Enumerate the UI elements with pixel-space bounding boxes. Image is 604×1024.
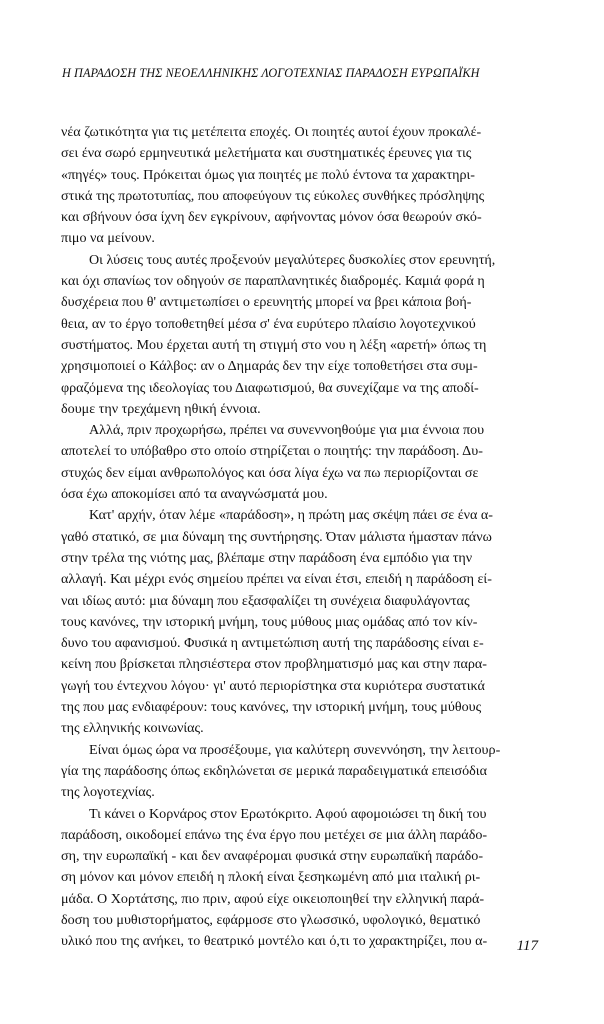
text-line: υλικό που της ανήκει, το θεατρικό μοντέλο και ό,τι το χαρακτηρίζει, που α- <box>61 933 488 950</box>
text-line: και σβήνουν όσα ίχνη δεν εγκρίνουν, αφήνοντας μόνον όσα θεωρούν σκό- <box>61 209 482 226</box>
text-line: πιμο να μείνουν. <box>61 230 155 247</box>
text-line: δυσχέρεια που θ' αντιμετωπίσει ο ερευνητής μπορεί να βρει κάποια βοή- <box>61 294 472 311</box>
page-number: 117 <box>516 938 538 954</box>
text-line: χρησιμοποιεί ο Κάλβος: αν ο Δημαράς δεν την είχε τοποθετήσει στα συμ- <box>61 358 478 375</box>
text-line: συστήματος. Μου έρχεται αυτή τη στιγμή στο νου η λέξη «αρετή» όπως τη <box>61 336 487 353</box>
text-line: ση μόνον και μόνον επειδή η πλοκή είναι ξεσηκωμένη από μια ιταλική ρι- <box>61 869 481 886</box>
text-line: στικά της πρωτοτυπίας, που αποφεύγουν τις εύκολες συνθήκες πρόσληψης <box>61 187 485 204</box>
text-line: Κατ' αρχήν, όταν λέμε «παράδοση», η πρώτη μας σκέψη πάει σε ένα α- <box>89 507 493 524</box>
text-line: φραζόμενα της ιδεολογίας του Διαφωτισμού, θα συνεχίζαμε να της αποδί- <box>61 379 479 396</box>
text-line: «πηγές» τους. Πρόκειται όμως για ποιητές με πολύ έντονα τα χαρακτηρι- <box>61 166 475 183</box>
text-line: αποτελεί το υπόβαθρο στο οποίο στηρίζεται ο ποιητής: την παράδοση. Δυ- <box>61 443 483 460</box>
text-line: νέα ζωτικότητα για τις μετέπειτα εποχές. Οι ποιητές αυτοί έχουν προκαλέ- <box>61 124 482 140</box>
text-line: γαθό στατικό, σε μια δύναμη της συντήρησης. Όταν μάλιστα ήμασταν πάνω <box>61 528 492 545</box>
text-line: ναι ιδίως αυτό: μια δύναμη που εξασφαλίζει τη συνέχεια διαφυλάγοντας <box>61 592 470 609</box>
paragraph <box>61 740 539 804</box>
text-line: μάδα. Ο Χορτάτσης, πιο πριν, αφού είχε οικειοποιηθεί την ελληνική παρά- <box>61 890 485 907</box>
text-line: στυχώς δεν είμαι ανθρωπολόγος και όσα λίγα έχω να πω περιορίζονται σε <box>61 464 479 481</box>
text-line: της λογοτεχνίας. <box>61 784 155 801</box>
body-text <box>61 122 539 953</box>
text-line: δουμε την τρεχάμενη ηθική έννοια. <box>61 400 261 417</box>
text-line: Τι κάνει ο Κορνάρος στον Ερωτόκριτο. Αφού αφομοιώσει τη δική του <box>89 805 487 822</box>
text-line: γία της παράδοσης όπως εκδηλώνεται σε μερικά παραδειγματικά επεισόδια <box>61 762 487 779</box>
running-head: Η ΠΑΡΑΔΟΣΗ ΤΗΣ ΝΕΟΕΛΛΗΝΙΚΗΣ ΛΟΓΟΤΕΧΝΙΑΣ ΠΑΡΑΔΟΣΗ ΕΥΡΩΠΑΪΚΗ <box>62 66 480 80</box>
text-line: της ελληνικής κοινωνίας. <box>61 720 204 737</box>
text-line: και όχι σπανίως τον οδηγούν σε παραπλανητικές διαδρομές. Καμιά φορά η <box>61 273 485 290</box>
text-line: κείνη που βρίσκεται πλησιέστερα στον προβληματισμό μας και στην παρα- <box>61 656 487 673</box>
paragraph <box>61 122 539 250</box>
text-line: ση, την ευρωπαϊκή - και δεν αναφέρομαι φυσικά στην ευρωπαϊκή παράδο- <box>61 848 484 865</box>
text-line: Είναι όμως ώρα να προσέξουμε, για καλύτερη συνεννόηση, την λειτουρ- <box>89 741 501 758</box>
text-line: σει ένα σωρό ερμηνευτικά μελετήματα και συστηματικές έρευνες για τις <box>61 145 472 162</box>
text-line: θεια, αν το έργο τοποθετηθεί μέσα σ' ένα ευρύτερο πλαίσιο λογοτεχνικού <box>61 315 476 332</box>
text-line: τους κανόνες, την ιστορική μνήμη, τους μύθους μιας ομάδας από τον κίν- <box>61 613 478 630</box>
paragraph <box>61 250 539 420</box>
text-line: γωγή του έντεχνου λόγου· γι' αυτό περιορίστηκα στα κυριότερα συστατικά <box>61 677 485 694</box>
paragraph <box>61 505 539 739</box>
text-line: όσα έχω αποκομίσει από τα αναγνώσματά μου. <box>61 486 328 503</box>
text-line: Αλλά, πριν προχωρήσω, πρέπει να συνεννοηθούμε για μια έννοια που <box>89 422 485 439</box>
text-line: δυνο του αφανισμού. Φυσικά η αντιμετώπιση αυτή της παράδοσης είναι ε- <box>61 635 484 652</box>
text-line: αλλαγή. Και μέχρι ενός σημείου πρέπει να είναι έτσι, επειδή η παράδοση εί- <box>61 571 492 588</box>
paragraph <box>61 804 539 953</box>
text-line: της που μας ενδιαφέρουν: τους κανόνες, την ιστορική μνήμη, τους μύθους <box>61 699 482 716</box>
text-line: στην τρέλα της νιότης μας, βλέπαμε στην παράδοση ένα εμπόδιο για την <box>61 549 473 566</box>
paragraph <box>61 420 539 505</box>
text-line: Οι λύσεις τους αυτές προξενούν μεγαλύτερες δυσκολίες στον ερευνητή, <box>89 251 496 268</box>
text-line: δοση του μυθιστορήματος, εφάρμοσε στο γλωσσικό, υφολογικό, θεματικό <box>61 911 481 928</box>
text-line: παράδοση, οικοδομεί επάνω της ένα έργο που μετέχει σε μια άλλη παράδο- <box>61 826 488 843</box>
